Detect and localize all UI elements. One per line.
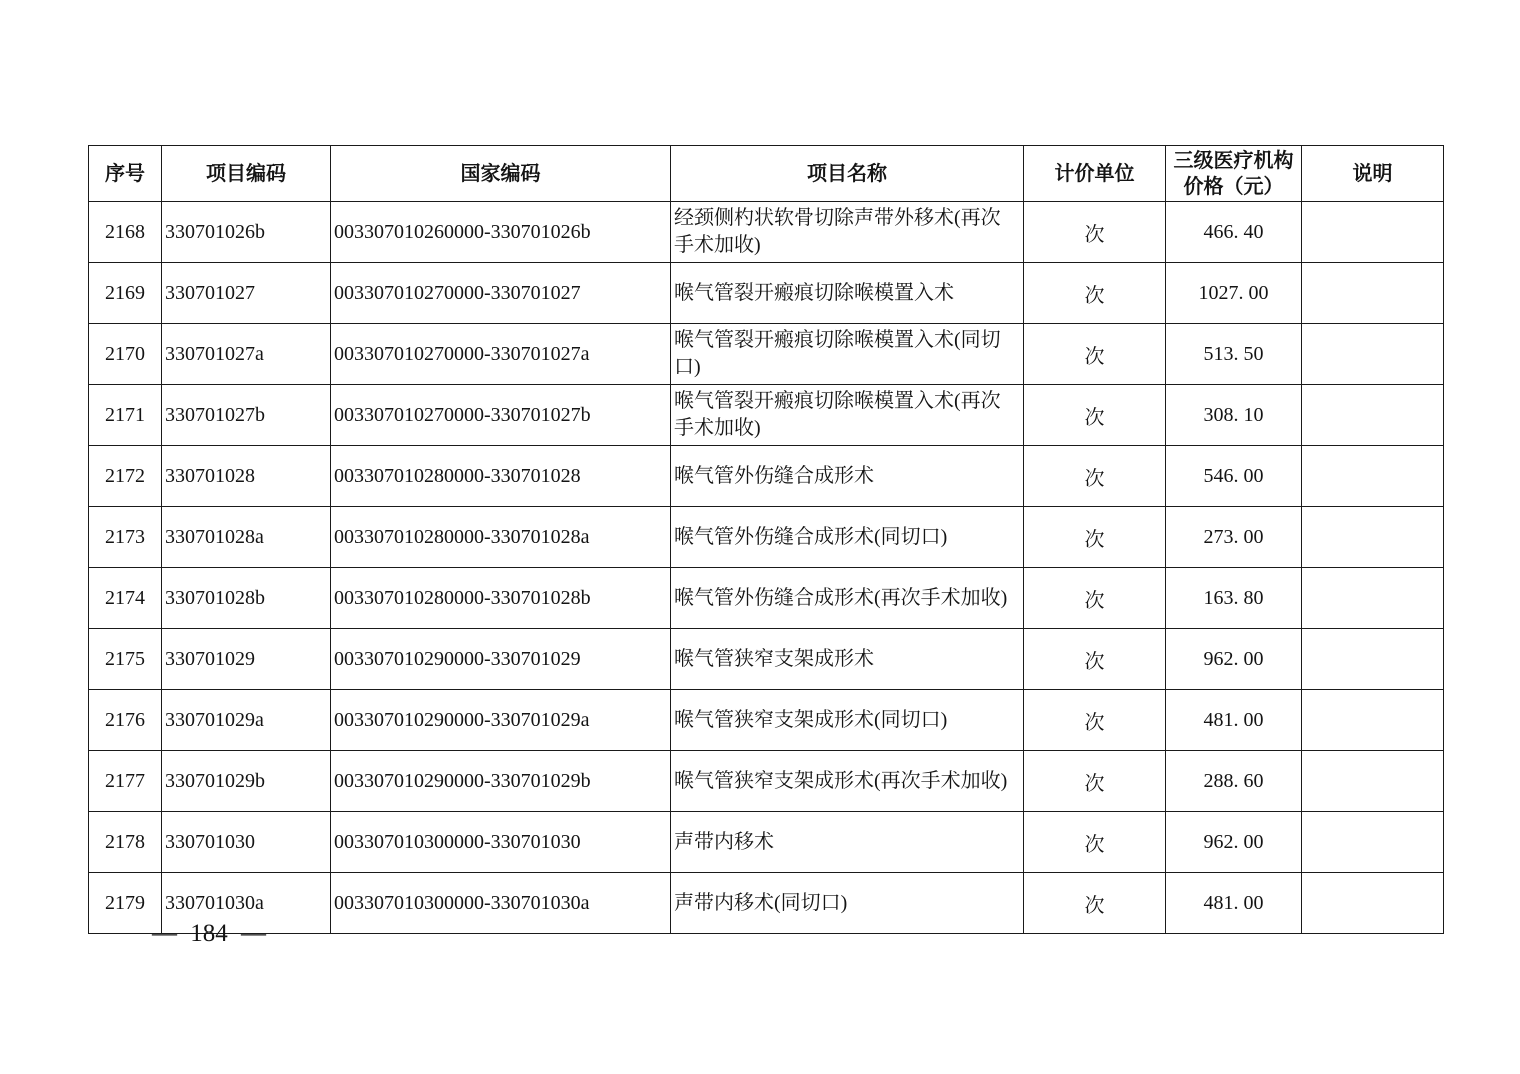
cell-item-name: 喉气管裂开瘢痕切除喉模置入术(再次手术加收) (671, 385, 1024, 446)
table-row (89, 507, 1444, 568)
table-row (89, 629, 1444, 690)
cell-price: 513. 50 (1166, 324, 1302, 385)
cell-seq: 2173 (89, 507, 162, 568)
table-row (89, 690, 1444, 751)
cell-national-code: 003307010270000-330701027b (331, 385, 671, 446)
cell-seq: 2179 (89, 873, 162, 934)
header-tertiary-price (1166, 146, 1302, 202)
cell-seq: 2170 (89, 324, 162, 385)
cell-price: 288. 60 (1166, 751, 1302, 812)
cell-note (1302, 568, 1444, 629)
cell-item-name: 喉气管外伤缝合成形术(同切口) (671, 507, 1024, 568)
cell-pricing-unit: 次 (1024, 568, 1166, 629)
cell-pricing-unit: 次 (1024, 629, 1166, 690)
header-seq: 序号 (89, 146, 162, 202)
cell-item-code: 330701028 (162, 446, 331, 507)
cell-price: 1027. 00 (1166, 263, 1302, 324)
cell-national-code: 003307010280000-330701028a (331, 507, 671, 568)
cell-national-code: 003307010280000-330701028b (331, 568, 671, 629)
cell-price: 962. 00 (1166, 629, 1302, 690)
cell-item-code: 330701027b (162, 385, 331, 446)
cell-note (1302, 385, 1444, 446)
cell-item-name: 声带内移术 (671, 812, 1024, 873)
cell-note (1302, 263, 1444, 324)
table-row (89, 324, 1444, 385)
cell-item-name: 声带内移术(同切口) (671, 873, 1024, 934)
cell-item-code: 330701026b (162, 202, 331, 263)
cell-item-name: 经颈侧杓状软骨切除声带外移术(再次手术加收) (671, 202, 1024, 263)
table-row (89, 812, 1444, 873)
cell-item-code: 330701028b (162, 568, 331, 629)
cell-item-name: 喉气管外伤缝合成形术(再次手术加收) (671, 568, 1024, 629)
cell-seq: 2177 (89, 751, 162, 812)
table-row (89, 202, 1444, 263)
table-row (89, 263, 1444, 324)
cell-item-code: 330701030 (162, 812, 331, 873)
table-row (89, 568, 1444, 629)
cell-seq: 2178 (89, 812, 162, 873)
cell-pricing-unit: 次 (1024, 202, 1166, 263)
cell-note (1302, 446, 1444, 507)
cell-item-code: 330701027 (162, 263, 331, 324)
table-row (89, 751, 1444, 812)
header-item-code: 项目编码 (162, 146, 331, 202)
header-national-code: 国家编码 (331, 146, 671, 202)
cell-item-name: 喉气管狭窄支架成形术(同切口) (671, 690, 1024, 751)
cell-note (1302, 690, 1444, 751)
cell-item-code: 330701029b (162, 751, 331, 812)
page-number: — 184 — (152, 920, 266, 947)
cell-note (1302, 812, 1444, 873)
cell-national-code: 003307010300000-330701030 (331, 812, 671, 873)
cell-item-code: 330701028a (162, 507, 331, 568)
cell-seq: 2174 (89, 568, 162, 629)
header-note: 说明 (1302, 146, 1444, 202)
cell-pricing-unit: 次 (1024, 812, 1166, 873)
cell-item-name: 喉气管狭窄支架成形术 (671, 629, 1024, 690)
table-header-row (89, 146, 1444, 202)
cell-seq: 2176 (89, 690, 162, 751)
cell-pricing-unit: 次 (1024, 873, 1166, 934)
cell-note (1302, 873, 1444, 934)
cell-item-name: 喉气管裂开瘢痕切除喉模置入术 (671, 263, 1024, 324)
cell-price: 962. 00 (1166, 812, 1302, 873)
cell-national-code: 003307010260000-330701026b (331, 202, 671, 263)
cell-item-code: 330701029a (162, 690, 331, 751)
cell-item-name: 喉气管狭窄支架成形术(再次手术加收) (671, 751, 1024, 812)
cell-national-code: 003307010280000-330701028 (331, 446, 671, 507)
cell-pricing-unit: 次 (1024, 324, 1166, 385)
cell-price: 466. 40 (1166, 202, 1302, 263)
table-row (89, 446, 1444, 507)
header-tertiary-price-line2: 价格（元） (1183, 175, 1284, 198)
cell-pricing-unit: 次 (1024, 507, 1166, 568)
cell-pricing-unit: 次 (1024, 751, 1166, 812)
cell-seq: 2169 (89, 263, 162, 324)
cell-note (1302, 202, 1444, 263)
cell-pricing-unit: 次 (1024, 690, 1166, 751)
table-row (89, 385, 1444, 446)
cell-national-code: 003307010290000-330701029a (331, 690, 671, 751)
cell-price: 163. 80 (1166, 568, 1302, 629)
cell-price: 308. 10 (1166, 385, 1302, 446)
cell-item-code: 330701030a (162, 873, 331, 934)
cell-price: 481. 00 (1166, 690, 1302, 751)
cell-price: 546. 00 (1166, 446, 1302, 507)
cell-note (1302, 507, 1444, 568)
cell-item-name: 喉气管裂开瘢痕切除喉模置入术(同切口) (671, 324, 1024, 385)
cell-price: 481. 00 (1166, 873, 1302, 934)
cell-national-code: 003307010290000-330701029 (331, 629, 671, 690)
cell-pricing-unit: 次 (1024, 263, 1166, 324)
price-table (88, 145, 1444, 934)
cell-item-name: 喉气管外伤缝合成形术 (671, 446, 1024, 507)
cell-national-code: 003307010270000-330701027a (331, 324, 671, 385)
cell-seq: 2175 (89, 629, 162, 690)
table-row (89, 873, 1444, 934)
cell-pricing-unit: 次 (1024, 446, 1166, 507)
cell-note (1302, 751, 1444, 812)
cell-national-code: 003307010290000-330701029b (331, 751, 671, 812)
cell-item-code: 330701029 (162, 629, 331, 690)
header-item-name: 项目名称 (671, 146, 1024, 202)
cell-price: 273. 00 (1166, 507, 1302, 568)
cell-seq: 2172 (89, 446, 162, 507)
cell-seq: 2171 (89, 385, 162, 446)
cell-item-code: 330701027a (162, 324, 331, 385)
cell-national-code: 003307010270000-330701027 (331, 263, 671, 324)
cell-national-code: 003307010300000-330701030a (331, 873, 671, 934)
cell-seq: 2168 (89, 202, 162, 263)
cell-note (1302, 324, 1444, 385)
cell-note (1302, 629, 1444, 690)
cell-pricing-unit: 次 (1024, 385, 1166, 446)
header-tertiary-price-line1: 三级医疗机构 (1173, 149, 1294, 172)
header-pricing-unit: 计价单位 (1024, 146, 1166, 202)
